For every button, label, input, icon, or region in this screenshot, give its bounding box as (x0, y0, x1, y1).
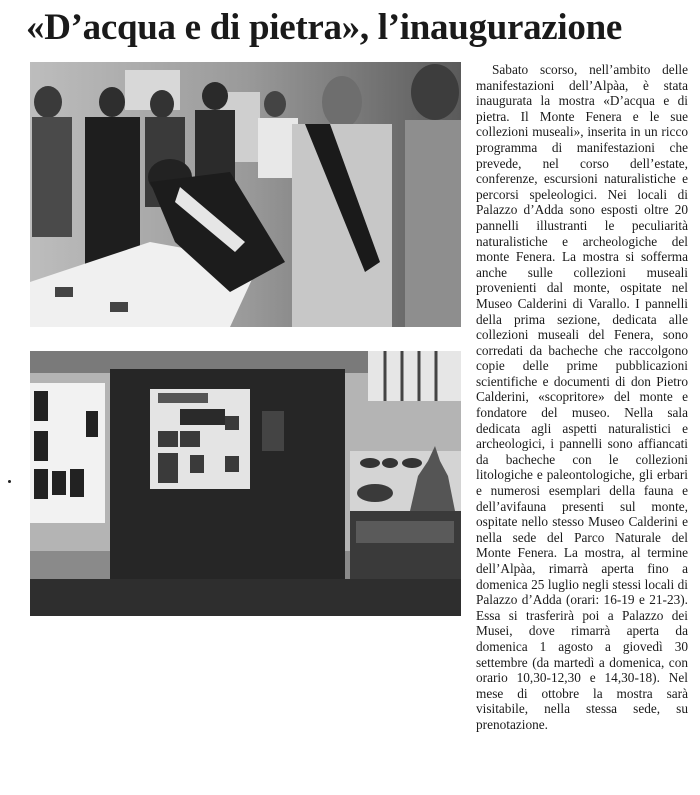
opening-ceremony-photo (30, 62, 461, 327)
exhibition-room-photo (30, 351, 461, 616)
article-body (476, 62, 688, 792)
exhibition-photo-image (30, 351, 461, 616)
ceremony-photo-image (30, 62, 461, 327)
article-paragraph: Sabato scorso, nell’ambito delle manifestazioni dell’Alpàa, è stata inaugurata la mostra «D’acqua e di pietra. Il Monte Fenera e le sue collezioni museali», inserita in un ricco programma di manifestazioni che prevede, nel corso dell’estate, conferenze, escursioni naturalistiche e percorsi speleologici. Nei locali di Palazzo d’Adda sono esposti oltre 20 pannelli illustranti le peculiarità naturalistiche e archeologiche del monte Fenera. La mostra si sofferma anche sulle collezioni museali provenienti dal monte, ospitate nel Museo Calderini di Varallo. I pannelli della prima sezione, dedicata alle collezioni museali del Fenera, sono corredati da bacheche che raccolgono copie delle prime pubblicazioni scientifiche e documenti di don Pietro Calderini, «scopritore» del monte e fondatore del museo. Nella sala dedicata agli aspetti naturalistici e archeologici, i pannelli sono affiancati da bacheche con le collezioni litologiche e paleontologiche, gli erbari e numerosi esemplari della fauna e dell’avifauna presenti sul monte, ospitate nello stesso Museo Calderini e nella sede del Parco Naturale del Monte Fenera. La mostra, al termine dell’Alpàa, rimarrà aperta fino a domenica 25 luglio negli stessi locali di Palazzo d’Adda (orari: 16-19 e 21-23). Essa si trasferirà poi a Palazzo dei Musei, dove rimarrà aperta da domenica 1 agosto a giovedì 30 settembre (da martedì a domenica, con orario 10,30-12,30 e 14,30-18). Nel mese di ottobre la mostra sarà visitabile, nella stessa sede, su prenotazione. (476, 62, 688, 732)
print-speck (8, 480, 11, 483)
headline: «D’acqua e di pietra», l’inaugurazione (26, 7, 623, 48)
